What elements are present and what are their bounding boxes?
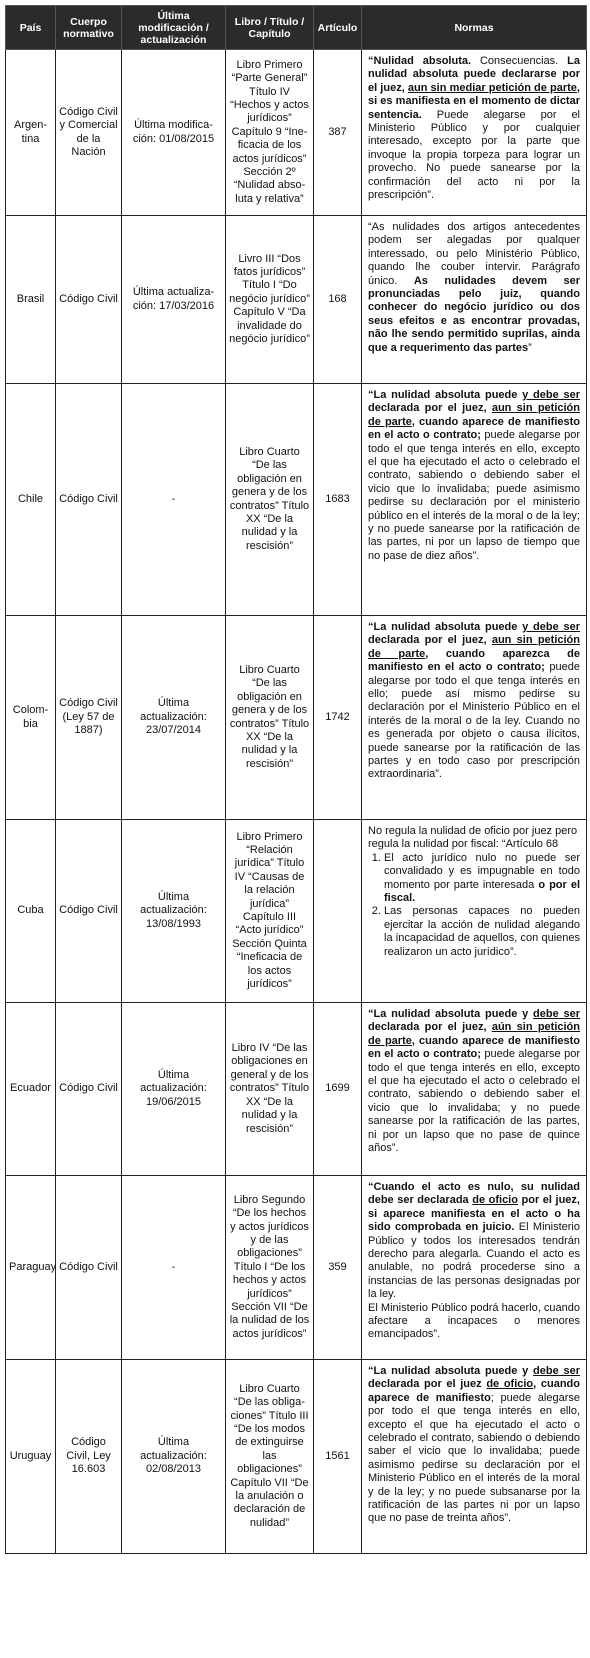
cell-ultima: - [122,384,226,616]
cell-pais: Colombia [6,616,56,820]
normas-text-segment: Las personas capaces no pueden ejercitar la acción de nulidad alegando la incapacidad de aquellos, con quienes realizaron un acto jurídico”. [384,905,580,958]
table-row-ecuador [6,1003,587,1176]
normas-intro: No regula la nulidad de oficio por juez pero regula la nulidad por fiscal: “Artículo 68 [368,825,578,851]
cell-libro: Livro III “Dos fatos jurídicos” Título I “Do negócio jurídico” Capítulo V “Da invalidade do negócio jurídico” [226,216,314,384]
cell-normas [362,50,587,216]
cell-pais: Uruguay [6,1360,56,1554]
cell-cuerpo: Código Civil [56,1176,122,1360]
normas-text-segment: “As nulidades dos artigos antecedentes podem ser alegadas por qualquer interessado, ou pelo Ministério Público, quando lhe couber intervir. Parágrafo único. [368,221,580,287]
normas-text-segment: debe ser [533,1008,581,1020]
cell-pais: Paraguay [6,1176,56,1360]
normas-text-segment: puede alegarse por todo el que tenga interés en ello, excepto el que ha ejecutado el acto o celebrado el contrato, sabiendo o debiendo saber el vicio que lo invalidaba; puede asimismo pedirse su declaración por el ministerio público en el interés de la moral o de la ley; y no puede sanearse por la ratificación de las partes, ni por un lapso de tiempo que no pase de diez años”. [368,429,580,562]
cell-articulo: 359 [314,1176,362,1360]
normas-text-segment: aun sin petición de parte [368,402,581,428]
normas-text-segment: o por el fiscal. [384,878,581,905]
legislation-table [5,5,587,1554]
cell-ultima: Última actualización: 19/06/2015 [122,1003,226,1176]
table-row-colombia [6,616,587,820]
header-row [6,6,587,50]
normas-text-segment: declarada por el juez, [368,634,492,647]
cell-articulo: 1742 [314,616,362,820]
cell-pais: Argentina [6,50,56,216]
normas-text-segment: por el juez, si aparece manifiesta en el acto o ha sido comprobada en juicio. [368,1194,580,1234]
cell-normas [362,384,587,616]
normas-text-segment: declarada por el juez [368,1378,487,1391]
normas-text-segment: “La nulidad absoluta puede y [368,1365,534,1377]
header-normas: Normas [362,6,587,50]
cell-cuerpo: Código Civil [56,216,122,384]
header-libro: Libro / Título / Capítulo [226,6,314,50]
normas-text-segment: “La nulidad absoluta puede [368,621,523,633]
normas-text-segment: debe ser [533,1365,581,1377]
cell-cuerpo: Código Civil [56,820,122,1003]
normas-text-segment: y debe ser [522,621,581,633]
normas-text-segment: El Ministerio Público y todos los interesados tendrán derecho para alegarla. Cuando el acto es anulable, no podrá procederse sino a instancias de las personas designadas por la ley. [368,1221,580,1301]
cell-normas [362,616,587,820]
table-row-chile [6,384,587,616]
normas-text-segment: ; puede alegarse por todo el que tenga interés en ello, excepto el que ha ejecutado el acto o celebrado el contrato, sabiendo o debiendo saber el vicio que lo invalidaba; puede asimismo pedirse su declaración por el Ministerio Público en el interés de la moral y de la ley; y no puede subsanarse por la ratificación de las partes ni por un lapso que no pase de treinta años”. [368,1391,580,1525]
normas-text-segment: , cuando aparece de manifiesto en el acto o contrato; [368,1034,580,1061]
cell-cuerpo: Código Civil, Ley 16.603 [56,1360,122,1554]
normas-text-segment: Consecuencias. [471,55,568,67]
cell-ultima: Última actualización: 17/03/2016 [122,216,226,384]
normas-text-segment: “Cuando el acto es nulo, su nulidad debe ser declarada [368,1181,580,1207]
cell-libro: Libro Cuarto “De las obligación en genera y de los contratos” Título XX “De la nulidad y la rescisión” [226,616,314,820]
normas-text-segment: , cuando aparece de manifiesto [368,1378,580,1404]
normas-text-segment: aún sin petición de parte [368,1021,581,1047]
legislation-table-container [5,5,586,1554]
cell-libro: Libro IV “De las obligaciones en general y de los contratos” Título XX “De la nulidad y la rescisión” [226,1003,314,1176]
header-ultima: Última modificación / actualización [122,6,226,50]
table-row-argentina [6,50,587,216]
cell-pais: Ecuador [6,1003,56,1176]
table-row-brasil [6,216,587,384]
table-row-uruguay [6,1360,587,1554]
cell-ultima: Última actualización: 02/08/2013 [122,1360,226,1554]
normas-text-segment: As nulidades devem ser pronunciadas pelo juiz, quando conhecer do negócio jurídico ou dos seus efeitos e as encontrar provadas, não lhe sendo permitido suprilas, ainda que a requerimento das partes [368,274,580,354]
header-articulo: Artículo [314,6,362,50]
normas-text-segment: puede alegarse por todo el que tenga interés en ello; puede así mismo pedirse su declaración por el Ministerio Público en el interés de la moral o de la ley. Cuando no es generada por objeto o causa ilícitos, puede sanearse por la ratificación de las partes y en todo caso por prescripción extraordinaria”. [368,661,580,781]
normas-text-segment: , cuando aparece de manifiesto en el acto o contrato; [368,415,580,442]
normas-text-segment: , si es manifiesta en el momento de dictar sentencia. [368,81,580,121]
cell-normas [362,1360,587,1554]
normas-text-segment: , cuando aparezca de manifiesto en el acto o contrato; [368,647,580,674]
cell-articulo: 387 [314,50,362,216]
cell-normas [362,1003,587,1176]
normas-text-segment: “La nulidad absoluta puede y [368,1008,534,1020]
cell-ultima: Última actualización: 13/08/1993 [122,820,226,1003]
cell-normas [362,820,587,1003]
normas-text-segment: de oficio [486,1378,534,1391]
cell-ultima: Última actualización: 23/07/2014 [122,616,226,820]
cell-normas [362,216,587,384]
normas-text-segment: ” [528,341,532,354]
cell-cuerpo: Código Civil y Comercial de la Nación [56,50,122,216]
list-item [384,905,580,959]
normas-text-segment: El Ministerio Público podrá hacerlo, cuando afectare a incapaces o menores emancipados”. [368,1301,580,1341]
table-row-paraguay [6,1176,587,1360]
table-row-cuba [6,820,587,1003]
list-item [384,852,580,906]
normas-text-segment: “Nulidad absoluta. [368,55,472,67]
cell-articulo: 1561 [314,1360,362,1554]
cell-ultima: - [122,1176,226,1360]
normas-text-segment: y debe ser [522,389,581,401]
header-cuerpo: Cuerpo normativo [56,6,122,50]
normas-text-segment: declarada por el juez, [368,1021,492,1034]
cell-libro: Libro Cuarto “De las obligaciones” Título III “De los modos de extinguirse las obligaciones” Capítulo VII “De la anulación o declaración de nulidad” [226,1360,314,1554]
normas-text-segment: aun sin mediar petición de parte [407,81,577,94]
cell-normas [362,1176,587,1360]
cell-cuerpo: Código Civil [56,384,122,616]
cell-libro: Libro Cuarto “De las obligación en genera y de los contratos” Título XX “De la nulidad y la rescisión” [226,384,314,616]
cell-articulo: 1683 [314,384,362,616]
normas-text-segment: La nulidad absoluta puede declararse por el juez, [368,55,580,94]
cell-cuerpo: Código Civil (Ley 57 de 1887) [56,616,122,820]
normas-text-segment: El acto jurídico nulo no puede ser convalidado y es impugnable en todo momento por parte interesada [384,851,580,891]
cell-articulo [314,820,362,1003]
cell-pais: Cuba [6,820,56,1003]
cell-pais: Chile [6,384,56,616]
cell-pais: Brasil [6,216,56,384]
normas-text-segment: aun sin petición de parte [368,634,581,660]
normas-text-segment: “La nulidad absoluta puede [368,389,523,401]
normas-text-segment: de oficio [472,1194,518,1207]
cell-ultima: Última modificación: 01/08/2015 [122,50,226,216]
normas-text-segment: puede alegarse por todo el que tenga interés en ello, excepto el que ha ejecutado el acto o celebrado el contrato, sabiendo o debiendo saber el vicio que lo invalidaba; y no puede sanearse por la ratificación de las partes, ni por un lapso que no pase de quince años”. [368,1048,580,1155]
cell-cuerpo: Código Civil [56,1003,122,1176]
normas-text-segment: Puede alegarse por el Ministerio Público y por cualquier interesado, excepto por la parte que invoque la propia torpeza para lograr un provecho. No puede sanearse por la confirmación del acto ni por la prescripción”. [368,108,580,202]
cell-articulo: 168 [314,216,362,384]
cell-libro: Libro Primero “Relación jurídica” Título IV “Causas de la relación jurídica” Capítulo III “Acto jurídico” Sección Quinta “Ineficacia de los actos jurídicos” [226,820,314,1003]
normas-list [368,852,580,959]
cell-libro: Libro Segundo “De los hechos y actos jurídicos y de las obligaciones” Título I “De los hechos y actos jurídicos” Sección VII “De la nulidad de los actos jurídicos” [226,1176,314,1360]
cell-libro: Libro Primero “Parte General” Título IV “Hechos y actos jurídicos” Capítulo 9 “Ineficacia de los actos jurídicos” Sección 2º “Nulidad absoluta y relativa” [226,50,314,216]
cell-articulo: 1699 [314,1003,362,1176]
header-pais: País [6,6,56,50]
normas-text-segment: declarada por el juez, [368,402,492,415]
